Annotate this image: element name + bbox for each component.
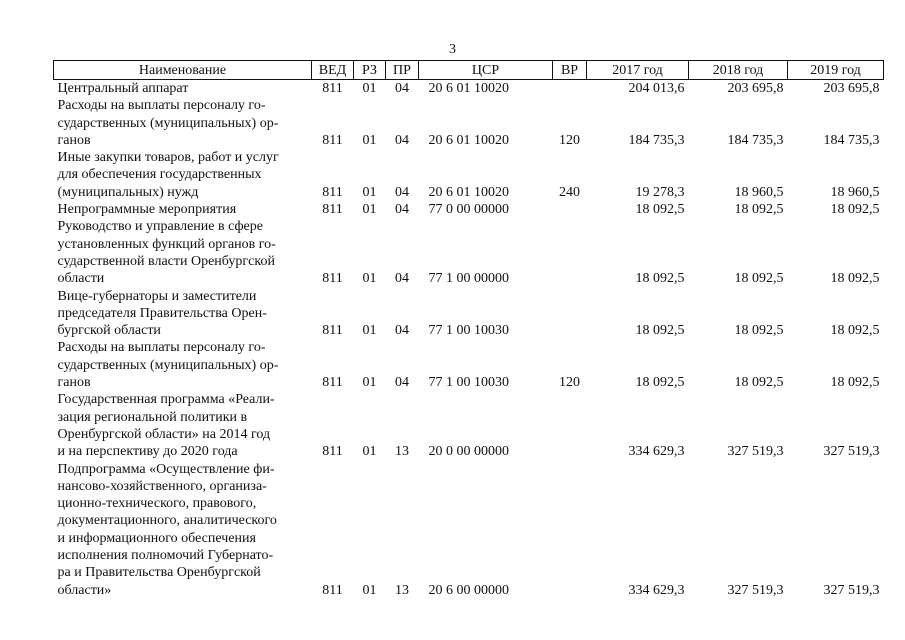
name-line: сударственных (муниципальных) ор- xyxy=(57,357,279,373)
cell-ved: 811 xyxy=(322,444,343,460)
table-row xyxy=(54,391,884,460)
cell-pr: 04 xyxy=(395,323,409,339)
name-line: ганов xyxy=(57,375,91,391)
cell-2017: 334 629,3 xyxy=(628,444,685,460)
name-line: председателя Правительства Орен- xyxy=(57,305,267,321)
cell-2018: 18 092,5 xyxy=(734,323,784,339)
cell-2018: 18 092,5 xyxy=(734,375,784,391)
cell-2018: 327 519,3 xyxy=(727,582,784,598)
page-number: 3 xyxy=(449,42,456,57)
cell-name xyxy=(54,97,312,149)
cell-rz: 01 xyxy=(362,202,377,218)
cell-csr: 77 0 00 00000 xyxy=(428,202,509,218)
name-line: сударственной власти Оренбургской xyxy=(57,253,275,269)
cell-name xyxy=(54,201,312,218)
cell-rz: 01 xyxy=(362,323,377,339)
cell-rz: 01 xyxy=(362,271,377,287)
name-line: ра и Правительства Оренбургской xyxy=(57,565,261,581)
name-line: ганов xyxy=(57,132,91,148)
cell-2017: 18 092,5 xyxy=(635,202,685,218)
cell-rz: 01 xyxy=(362,582,377,598)
cell-name xyxy=(54,288,312,340)
name-line: установленных функций органов го- xyxy=(57,236,276,252)
name-line: ционно-технического, правового, xyxy=(57,496,257,512)
cell-csr: 20 6 01 10020 xyxy=(428,132,509,148)
header-vr: ВР xyxy=(553,61,587,80)
cell-rz: 01 xyxy=(362,444,377,460)
cell-vr xyxy=(553,80,587,98)
name-line: Непрограммные мероприятия xyxy=(57,202,237,218)
cell-ved: 811 xyxy=(322,202,343,218)
cell-2019: 18 092,5 xyxy=(830,202,880,218)
name-line: Руководство и управление в сфере xyxy=(57,219,263,235)
cell-2019: 18 092,5 xyxy=(830,375,880,391)
name-line: Вице-губернаторы и заместители xyxy=(57,288,257,304)
cell-2019: 184 735,3 xyxy=(823,132,880,148)
name-line: исполнения полномочий Губернато- xyxy=(57,548,274,564)
name-line: (муниципальных) нужд xyxy=(57,184,199,200)
header-csr: ЦСР xyxy=(419,61,553,80)
cell-name xyxy=(54,149,312,201)
table-row xyxy=(54,461,884,599)
table-row xyxy=(54,201,884,218)
cell-name xyxy=(54,218,312,287)
header-2017: 2017 год xyxy=(587,61,689,80)
cell-2019: 18 092,5 xyxy=(830,323,880,339)
name-line: области» xyxy=(57,582,112,598)
cell-2018: 184 735,3 xyxy=(727,132,784,148)
cell-2018: 18 960,5 xyxy=(734,184,784,200)
name-line: Иные закупки товаров, работ и услуг xyxy=(57,150,279,166)
name-line: и информационного обеспечения xyxy=(57,530,256,546)
name-line: Государственная программа «Реали- xyxy=(57,392,275,408)
name-line: Оренбургской области» на 2014 год xyxy=(57,426,271,442)
header-pr: ПР xyxy=(386,61,419,80)
cell-csr: 20 6 01 10020 xyxy=(428,184,509,200)
name-line: Расходы на выплаты персоналу го- xyxy=(57,98,266,114)
name-line: для обеспечения государственных xyxy=(57,167,262,183)
cell-ved: 811 xyxy=(322,375,343,391)
cell-vr xyxy=(553,288,587,340)
table-row xyxy=(54,149,884,201)
cell-pr: 04 xyxy=(395,202,409,218)
header-2018: 2018 год xyxy=(689,61,788,80)
cell-2018: 203 695,8 xyxy=(727,81,784,96)
cell-2017: 18 092,5 xyxy=(635,375,685,391)
cell-2019: 203 695,8 xyxy=(823,81,880,96)
cell-2017: 184 735,3 xyxy=(628,132,685,148)
budget-table xyxy=(53,60,884,599)
cell-vr xyxy=(553,461,587,599)
cell-name xyxy=(54,339,312,391)
cell-rz: 01 xyxy=(362,132,377,148)
cell-name xyxy=(54,80,312,98)
cell-vr xyxy=(553,218,587,287)
table-body xyxy=(54,80,884,599)
cell-rz: 01 xyxy=(362,81,377,96)
cell-2017: 19 278,3 xyxy=(635,184,685,200)
cell-csr: 20 0 00 00000 xyxy=(428,444,509,460)
name-line: нансово-хозяйственного, организа- xyxy=(57,478,267,494)
cell-pr: 13 xyxy=(395,444,409,460)
cell-pr: 04 xyxy=(395,81,409,96)
cell-2017: 18 092,5 xyxy=(635,323,685,339)
cell-ved: 811 xyxy=(322,184,343,200)
cell-ved: 811 xyxy=(322,271,343,287)
cell-pr: 13 xyxy=(395,582,409,598)
name-line: Расходы на выплаты персоналу го- xyxy=(57,340,266,356)
header-rz: РЗ xyxy=(354,61,386,80)
cell-vr xyxy=(553,201,587,218)
cell-csr: 77 1 00 10030 xyxy=(428,375,509,391)
cell-2019: 18 960,5 xyxy=(830,184,880,200)
cell-2018: 18 092,5 xyxy=(734,202,784,218)
name-line: Центральный аппарат xyxy=(57,81,189,96)
cell-vr xyxy=(553,391,587,460)
cell-vr: 120 xyxy=(559,375,580,391)
cell-2017: 204 013,6 xyxy=(628,81,685,96)
cell-2019: 327 519,3 xyxy=(823,582,880,598)
cell-rz: 01 xyxy=(362,375,377,391)
cell-csr: 20 6 01 10020 xyxy=(428,81,509,96)
cell-2017: 18 092,5 xyxy=(635,271,685,287)
header-name: Наименование xyxy=(54,61,312,80)
table-header-row xyxy=(54,61,884,80)
cell-2019: 327 519,3 xyxy=(823,444,880,460)
name-line: и на перспективу до 2020 года xyxy=(57,444,238,460)
cell-ved: 811 xyxy=(322,582,343,598)
cell-pr: 04 xyxy=(395,184,409,200)
name-line: Подпрограмма «Осуществление фи- xyxy=(57,461,275,477)
cell-vr: 120 xyxy=(559,132,580,148)
cell-pr: 04 xyxy=(395,132,409,148)
cell-csr: 20 6 00 00000 xyxy=(428,582,509,598)
table-row xyxy=(54,97,884,149)
cell-2019: 18 092,5 xyxy=(830,271,880,287)
cell-vr: 240 xyxy=(559,184,580,200)
name-line: зация региональной политики в xyxy=(57,409,248,425)
cell-2017: 334 629,3 xyxy=(628,582,685,598)
cell-name xyxy=(54,461,312,599)
header-2019: 2019 год xyxy=(788,61,884,80)
table-row xyxy=(54,80,884,98)
cell-ved: 811 xyxy=(322,323,343,339)
table-row xyxy=(54,288,884,340)
cell-2018: 18 092,5 xyxy=(734,271,784,287)
cell-csr: 77 1 00 10030 xyxy=(428,323,509,339)
cell-2018: 327 519,3 xyxy=(727,444,784,460)
table-row xyxy=(54,339,884,391)
cell-ved: 811 xyxy=(322,132,343,148)
header-ved: ВЕД xyxy=(312,61,354,80)
name-line: документационного, аналитического xyxy=(57,513,277,529)
name-line: области xyxy=(57,271,105,287)
cell-name xyxy=(54,391,312,460)
table-row xyxy=(54,218,884,287)
name-line: бургской области xyxy=(57,323,161,339)
cell-rz: 01 xyxy=(362,184,377,200)
cell-csr: 77 1 00 00000 xyxy=(428,271,509,287)
cell-pr: 04 xyxy=(395,271,409,287)
cell-ved: 811 xyxy=(322,81,343,96)
name-line: сударственных (муниципальных) ор- xyxy=(57,115,279,131)
cell-pr: 04 xyxy=(395,375,409,391)
